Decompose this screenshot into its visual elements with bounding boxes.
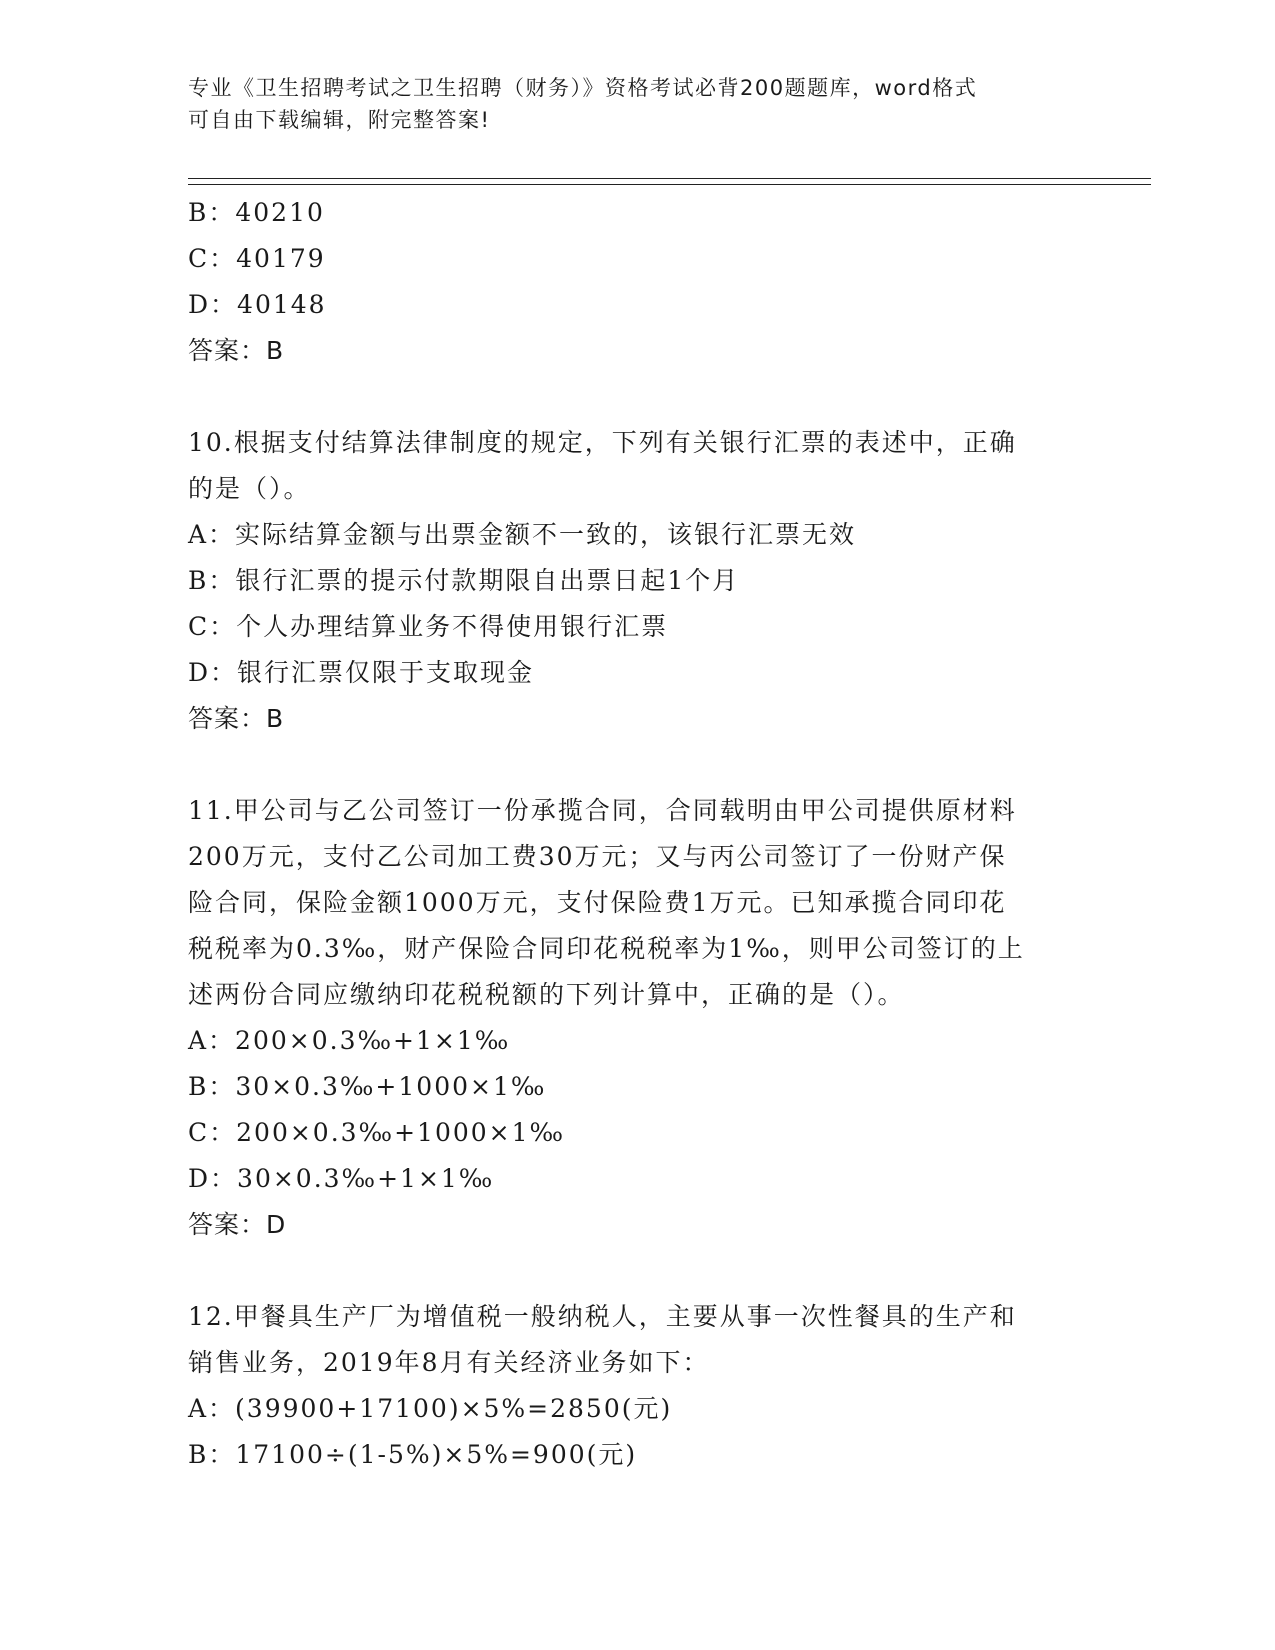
question-11 [188, 788, 1088, 1248]
q11-stem-line-3: 险合同，保险金额1000万元，支付保险费1万元。已知承揽合同印花 [188, 888, 1007, 917]
q11-stem-line-5: 述两份合同应缴纳印花税税额的下列计算中，正确的是（）。 [188, 980, 905, 1009]
spacer [188, 1248, 1088, 1294]
document-body [188, 190, 1088, 1478]
question-10 [188, 420, 1088, 742]
q11-stem-line-2: 200万元，支付乙公司加工费30万元；又与丙公司签订了一份财产保 [188, 842, 1007, 871]
q11-option-d: D：30×0.3‰+1×1‰ [188, 1164, 495, 1193]
q12-option-b: B：17100÷(1-5%)×5%=900(元) [188, 1440, 638, 1469]
q9-option-d: D：40148 [188, 290, 327, 319]
q12-stem-line-2: 销售业务，2019年8月有关经济业务如下： [188, 1348, 710, 1377]
header-line-2: 可自由下载编辑，附完整答案! [188, 108, 491, 132]
q9-option-b: B：40210 [188, 198, 325, 227]
spacer [188, 742, 1088, 788]
q11-option-c: C：200×0.3‰+1000×1‰ [188, 1118, 566, 1147]
q12-option-a: A：(39900+17100)×5%=2850(元) [188, 1394, 673, 1423]
q10-option-c: C：个人办理结算业务不得使用银行汇票 [188, 612, 669, 641]
q10-option-a: A：实际结算金额与出票金额不一致的，该银行汇票无效 [188, 520, 857, 549]
header-rule-bottom [188, 184, 1151, 185]
question-9-fragment [188, 190, 1088, 374]
header-line-1: 专业《卫生招聘考试之卫生招聘（财务）》资格考试必背200题题库，word格式 [188, 76, 978, 100]
q11-stem-line-4: 税税率为0.3‰，财产保险合同印花税税率为1‰，则甲公司签订的上 [188, 934, 1025, 963]
q9-answer: 答案：B [188, 336, 285, 365]
q10-answer: 答案：B [188, 704, 285, 733]
q10-stem-line-2: 的是（）。 [188, 474, 311, 503]
q10-option-b: B：银行汇票的提示付款期限自出票日起1个月 [188, 566, 740, 595]
question-12 [188, 1294, 1088, 1478]
document-header [188, 72, 1088, 136]
q11-option-a: A：200×0.3‰+1×1‰ [188, 1026, 511, 1055]
q10-option-d: D：银行汇票仅限于支取现金 [188, 658, 535, 687]
spacer [188, 374, 1088, 420]
q12-stem-line-1: 12.甲餐具生产厂为增值税一般纳税人，主要从事一次性餐具的生产和 [188, 1302, 1017, 1331]
q11-answer: 答案：D [188, 1210, 287, 1239]
header-rule-top [188, 178, 1151, 179]
q9-option-c: C：40179 [188, 244, 326, 273]
q11-option-b: B：30×0.3‰+1000×1‰ [188, 1072, 547, 1101]
q11-stem-line-1: 11.甲公司与乙公司签订一份承揽合同，合同载明由甲公司提供原材料 [188, 796, 1017, 825]
q10-stem-line-1: 10.根据支付结算法律制度的规定，下列有关银行汇票的表述中，正确 [188, 428, 1017, 457]
